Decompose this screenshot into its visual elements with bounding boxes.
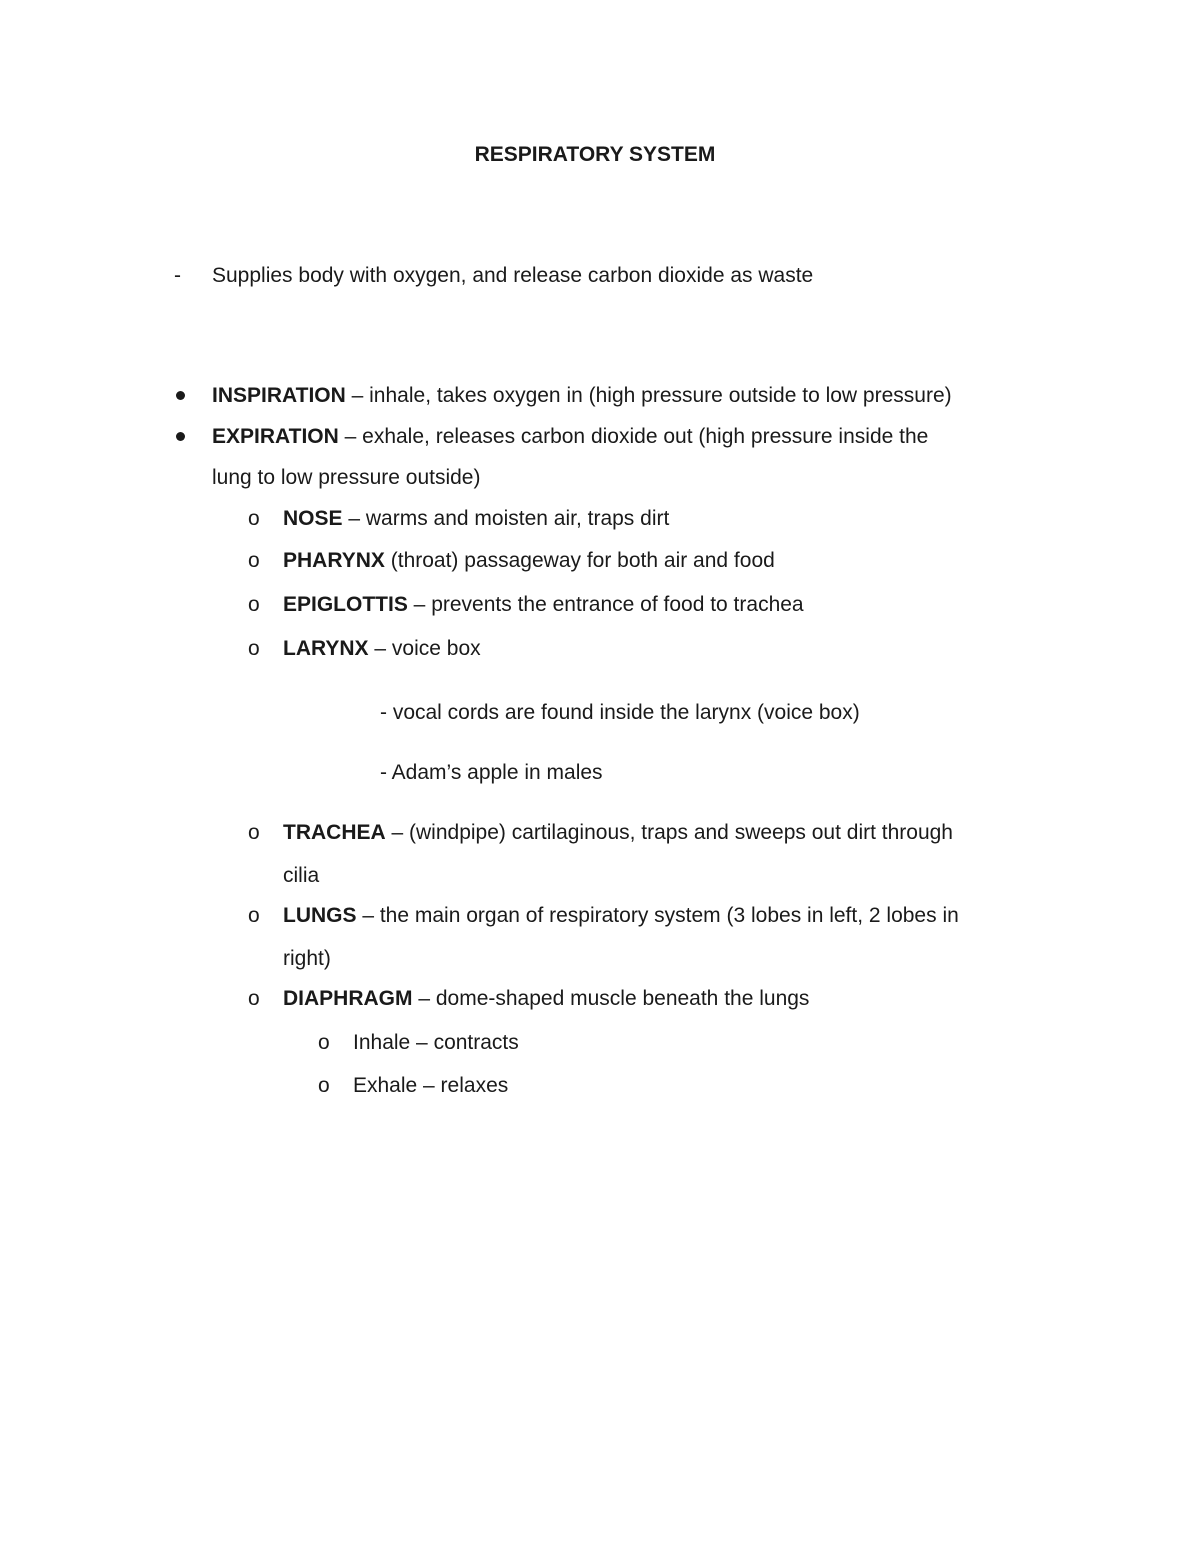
item-diaphragm [283, 987, 809, 1011]
sub-marker: o [248, 904, 260, 927]
desc-epiglottis: – prevents the entrance of food to trachea [407, 593, 804, 616]
sub-marker: o [318, 1074, 330, 1097]
term-inspiration: INSPIRATION [212, 384, 346, 407]
sub-marker: o [248, 637, 260, 660]
sub-marker: o [248, 821, 260, 844]
desc-pharynx: (throat) passageway for both air and food [384, 549, 775, 572]
item-trachea [283, 821, 953, 845]
term-expiration: EXPIRATION [212, 425, 339, 448]
desc-larynx: – voice box [368, 637, 481, 660]
bullet-icon [176, 432, 185, 441]
term-epiglottis: EPIGLOTTIS [283, 593, 408, 616]
desc-lungs: – the main organ of respiratory system (3 lobes in left, 2 lobes in [356, 904, 959, 927]
desc-expiration-cont: lung to low pressure outside) [212, 466, 481, 489]
diaphragm-exhale: Exhale – relaxes [353, 1074, 509, 1097]
desc-expiration: – exhale, releases carbon dioxide out (high pressure inside the [338, 425, 929, 448]
term-pharynx: PHARYNX [283, 549, 385, 572]
item-nose [283, 507, 669, 531]
term-lungs: LUNGS [283, 904, 357, 927]
desc-diaphragm: – dome-shaped muscle beneath the lungs [412, 987, 810, 1010]
item-pharynx [283, 549, 775, 573]
desc-trachea-cont: cilia [283, 864, 320, 887]
desc-nose: – warms and moisten air, traps dirt [342, 507, 670, 530]
term-nose: NOSE [283, 507, 343, 530]
larynx-note: - Adam’s apple in males [380, 761, 603, 784]
sub-marker: o [248, 549, 260, 572]
dash-marker: - [174, 264, 181, 287]
sub-marker: o [248, 593, 260, 616]
desc-lungs-cont: right) [283, 947, 331, 970]
term-diaphragm: DIAPHRAGM [283, 987, 413, 1010]
desc-trachea: – (windpipe) cartilaginous, traps and sweeps out dirt through [385, 821, 953, 844]
larynx-note: - vocal cords are found inside the larynx (voice box) [380, 701, 860, 724]
item-expiration [212, 425, 928, 449]
term-larynx: LARYNX [283, 637, 369, 660]
item-lungs [283, 904, 959, 928]
sub-marker: o [248, 987, 260, 1010]
bullet-icon [176, 391, 185, 400]
item-inspiration [212, 384, 952, 408]
diaphragm-inhale: Inhale – contracts [353, 1031, 519, 1054]
term-trachea: TRACHEA [283, 821, 386, 844]
page-title: RESPIRATORY SYSTEM [474, 143, 716, 166]
sub-marker: o [318, 1031, 330, 1054]
item-larynx [283, 637, 481, 661]
intro-text: Supplies body with oxygen, and release carbon dioxide as waste [212, 264, 814, 287]
item-epiglottis [283, 593, 804, 617]
sub-marker: o [248, 507, 260, 530]
desc-inspiration: – inhale, takes oxygen in (high pressure outside to low pressure) [345, 384, 952, 407]
